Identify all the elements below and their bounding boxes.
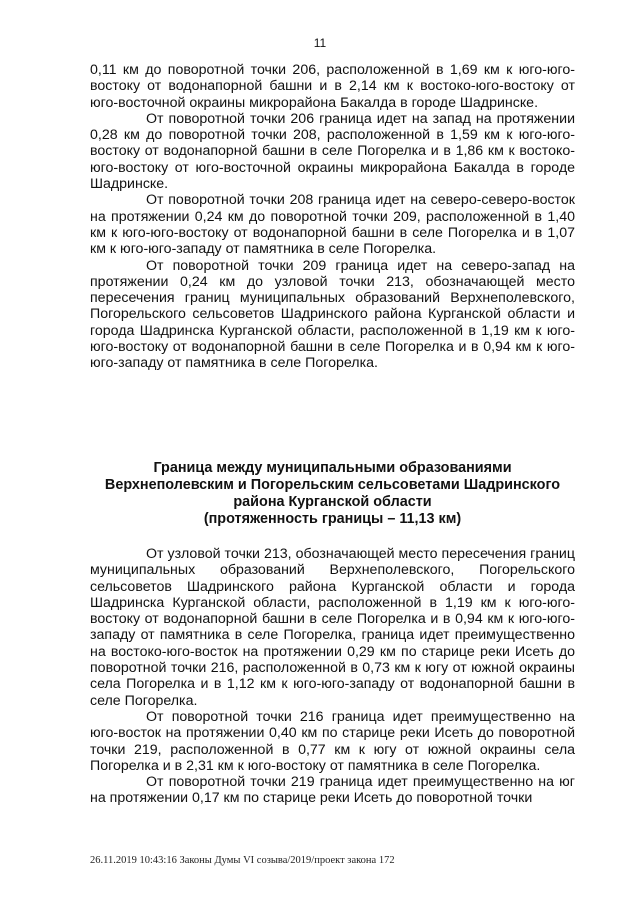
body-text-top xyxy=(90,62,575,372)
heading-line-3: района Курганской области xyxy=(233,494,432,510)
page-number: 11 xyxy=(313,36,327,50)
paragraph-4: От поворотной точки 209 граница идет на северо-запад на протяжении 0,24 км до узловой точки 213, обозначающей место пересечения границ муниципальных образований Верхнеполевского, Погорельского сельсоветов Шадринского района Курганской области и города Шадринска Курганской области, расположенной в 1,19 км к юго-юго-востоку от водонапорной башни в селе Погорелка и в 0,94 км к юго-юго-западу от памятника в селе Погорелка. xyxy=(90,257,575,372)
heading-line-1: Граница между муниципальными образованиями xyxy=(153,460,512,476)
document-footer: 26.11.2019 10:43:16 Законы Думы VI созыва/2019/проект закона 172 xyxy=(90,855,395,866)
paragraph-7: От поворотной точки 219 граница идет преимущественно на юг на протяжении 0,17 км по старице реки Исеть до поворотной точки xyxy=(90,774,575,807)
paragraph-5: От узловой точки 213, обозначающей место пересечения границ муниципальных образований Верхнеполевского, Погорельского сельсоветов Шадринского района Курганской области и города Шадринска Курганской области, расположенной в 1,19 км к юго-юго-востоку от водонапорной башни в селе Погорелка и в 0,94 км к юго-юго-западу от памятника в селе Погорелка, граница идет преимущественно на востоко-юго-восток на протяжении 0,29 км по старице реки Исеть до поворотной точки 216, расположенной в 0,73 км к югу от южной окраины села Погорелка и в 1,12 км к юго-юго-западу от водонапорной башни в селе Погорелка. xyxy=(90,546,575,709)
section-heading xyxy=(90,460,575,528)
paragraph-1: 0,11 км до поворотной точки 206, расположенной в 1,69 км к юго-юго-востоку от водонапорной башни и в 2,14 км к востоко-юго-востоку от юго-восточной окраины микрорайона Бакалда в городе Шадринске. xyxy=(90,62,575,111)
paragraph-2: От поворотной точки 206 граница идет на запад на протяжении 0,28 км до поворотной точки 208, расположенной в 1,59 км к юго-юго-востоку от водонапорной башни в селе Погорелка и в 1,86 км к востоко-юго-востоку от юго-восточной окраины микрорайона Бакалда в городе Шадринске. xyxy=(90,110,575,193)
body-text-bottom xyxy=(90,546,575,807)
paragraph-6: От поворотной точки 216 граница идет преимущественно на юго-восток на протяжении 0,40 км по старице реки Исеть до поворотной точки 219, расположенной в 0,77 км к югу от южной окраины села Погорелка и в 2,31 км к юго-востоку от памятника в селе Погорелка. xyxy=(90,708,575,774)
heading-line-4: (протяженность границы – 11,13 км) xyxy=(203,511,462,527)
paragraph-3: От поворотной точки 208 граница идет на северо-северо-восток на протяжении 0,24 км до поворотной точки 209, расположенной в 1,40 км к юго-юго-востоку от водонапорной башни в селе Погорелка и в 1,07 км к юго-юго-западу от памятника в селе Погорелка. xyxy=(90,192,575,258)
heading-line-2: Верхнеполевским и Погорельским сельсоветами Шадринского xyxy=(104,477,561,493)
